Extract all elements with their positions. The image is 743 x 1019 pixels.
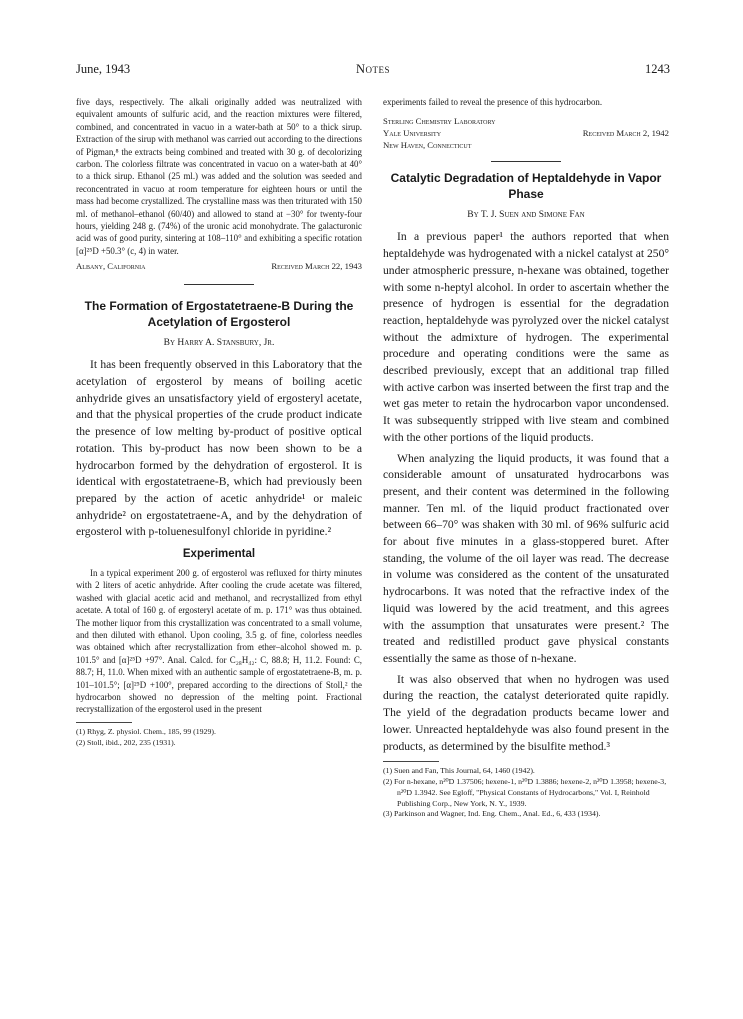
- article-paragraph: It was also observed that when no hydrogen was used during the reaction, the catalyst deteriorated quite rapidly. The yield of the degradation products became lower and lower. Unreacted heptaldehyde was also found present in the products, as determined by the bisulfite method.³: [383, 672, 669, 753]
- header-date: June, 1943: [76, 62, 131, 76]
- signoff: [76, 260, 362, 272]
- left-column: [76, 96, 362, 748]
- right-column: [383, 96, 669, 820]
- footnote-divider: [383, 761, 439, 762]
- signoff-city: New Haven, Connecticut: [383, 140, 472, 151]
- footnote: (3) Parkinson and Wagner, Ind. Eng. Chem., Anal. Ed., 6, 433 (1934).: [383, 809, 601, 819]
- article-byline: By T. J. Suen and Simone Fan: [467, 210, 585, 221]
- signoff-lab: Sterling Chemistry Laboratory: [383, 116, 496, 127]
- article-byline: By Harry A. Stansbury, Jr.: [163, 338, 275, 349]
- article-paragraph: In a previous paper¹ the authors reported that when heptaldehyde was hydrogenated with a nickel catalyst at 250° under atmospheric pressure, n-hexane was obtained, together with some n-heptyl alcohol. In order to ascertain whether the presence of hydrogen is essential for the degradation reaction, heptaldehyde was pyrolyzed over the nickel catalyst without the admixture of hydrogen. The experimental procedure and operating conditions were the same as described previously, except that an additional trap filled with active carbon was inserted between the first trap and the wet gas meter to retain the hydrocarbon vapor uncondensed. It was subsequently stripped with live steam and combined with the other portions of the liquid products.: [383, 230, 670, 444]
- article-title: The Formation of Ergostatetraene-B During the Acetylation of Ergosterol: [84, 299, 354, 329]
- header-section: Notes: [355, 62, 391, 76]
- signoff-university: Yale University: [383, 128, 442, 139]
- article-divider: [184, 284, 254, 285]
- signoff-received: Received March 2, 1942: [582, 128, 669, 139]
- page-number: 1243: [645, 62, 670, 76]
- section-heading: Experimental: [182, 548, 256, 561]
- continued-paragraph: experiments failed to reveal the presence of this hydrocarbon.: [383, 97, 603, 107]
- footnote: (1) Suen and Fan, This Journal, 64, 1460 (1942).: [383, 766, 535, 776]
- footnote-divider: [76, 722, 132, 723]
- running-header: [76, 62, 670, 80]
- signoff: [383, 127, 669, 139]
- article-paragraph: When analyzing the liquid products, it was found that a considerable amount of unsaturated hydrocarbons was present, and their content was determined in the following manner. Ten ml. of the liquid product fractionated over between 66–70° was shaken with 30 ml. of 96% sulfuric acid for about five minutes in a glass-stoppered buret. After standing, the volume of the oil layer was read. The decrease in volume was considered as the content of the unsaturated hydrocarbons. It was noted that the refractive index of the liquid was lowered by the acid treatment, and this agrees with the assumption that unsaturates were present.² The treated and redistilled product gave physical constants essentially the same as those of n-hexane.: [383, 451, 669, 665]
- footnote: (1) Rhyg, Z. physiol. Chem., 185, 99 (1929).: [76, 726, 216, 736]
- article-title: Catalytic Degradation of Heptaldehyde in Vapor Phase: [390, 171, 662, 201]
- article-divider: [491, 161, 561, 162]
- footnote: (2) Stoll, ibid., 202, 235 (1931).: [76, 737, 176, 747]
- experimental-paragraph: In a typical experiment 200 g. of ergosterol was refluxed for thirty minutes with 2 liters of acetic anhydride. After cooling the crude acetate was filtered, washed with glacial acetic acid and methanol, and recrystallized from ethyl acetate. A total of 160 g. of ergosteryl acetate of m. p. 171° was thus obtained. The mother liquor from this crystallization was concentrated to a small volume, and then diluted with ethanol. Upon cooling, 3.5 g. of fine, colorless needles was obtained which after recrystallization from ether–alcohol showed m. p. 101.5° and [α]²⁵D +97°. Anal. Calcd. for C₂₈H₄₂: C, 88.8; H, 11.2. Found: C, 88.7; H, 11.0. When mixed with an authentic sample of ergostatetraene-B, m. p. 101–101.5°; [α]²⁵D +100°, prepared according to the directions of Stoll,² the hydrocarbon showed no depression of the melting point. Fractional recrystallization of the ergosterol used in the present: [76, 568, 362, 715]
- footnote: (2) For n-hexane, n²⁰D 1.37506; hexene-1, n²⁰D 1.3886; hexene-2, n²⁰D 1.3958; hexene-3, n²⁰D 1.3942. See Egloff, "Physical Constants of Hydrocarbons," Vol. I, Reinhold Publishing Corp., New York, N. Y., 1939.: [383, 777, 667, 808]
- signoff-received: Received March 22, 1943: [271, 261, 362, 272]
- article-paragraph: It has been frequently observed in this Laboratory that the acetylation of ergosterol by means of boiling acetic anhydride gives an unsatisfactory yield of ergosteryl acetate, and that the physical properties of the crude product indicate the presence of low melting by-product of positive optical rotation. This by-product has now been shown to be a hydrocarbon formed by the dehydration of ergosterol. It is identical with ergostatetraene-B, which had previously been prepared by the action of acetic anhydride¹ or maleic anhydride² on ergostatetraene-A, and by the dehydration of ergosterol with p-toluenesulfonyl chloride in pyridine.²: [76, 358, 362, 539]
- continued-paragraph: five days, respectively. The alkali originally added was neutralized with equivalent amounts of sulfuric acid, and the reaction mixtures were filtered, combined, and concentrated in vacuo in a water-bath at 50° to a thick sirup. Extraction of the sirup with methanol was carried out according to the directions of Pigman,⁸ the extracts being combined and treated with 30 g. of decolorizing carbon. The colorless filtrate was concentrated in vacuo on a water-bath at 40° to a thick sirup. Ethanol (25 ml.) was added and the solution was seeded and reconcentrated in vacuo at room temperature for eighteen hours or until the mass had become crystallized. The crystalline mass was then triturated with 150 ml. of methanol–ethanol (60/40) and allowed to stand at −30° for twenty-four hours, yielding 248 g. (74%) of the uronic acid monohydrate. The galacturonic acid was of good purity, sintering at 108–110° and exhibiting a specific rotation [α]²⁵D +50.3° (c, 4) in water.: [76, 97, 362, 256]
- signoff-location: Albany, California: [76, 261, 146, 272]
